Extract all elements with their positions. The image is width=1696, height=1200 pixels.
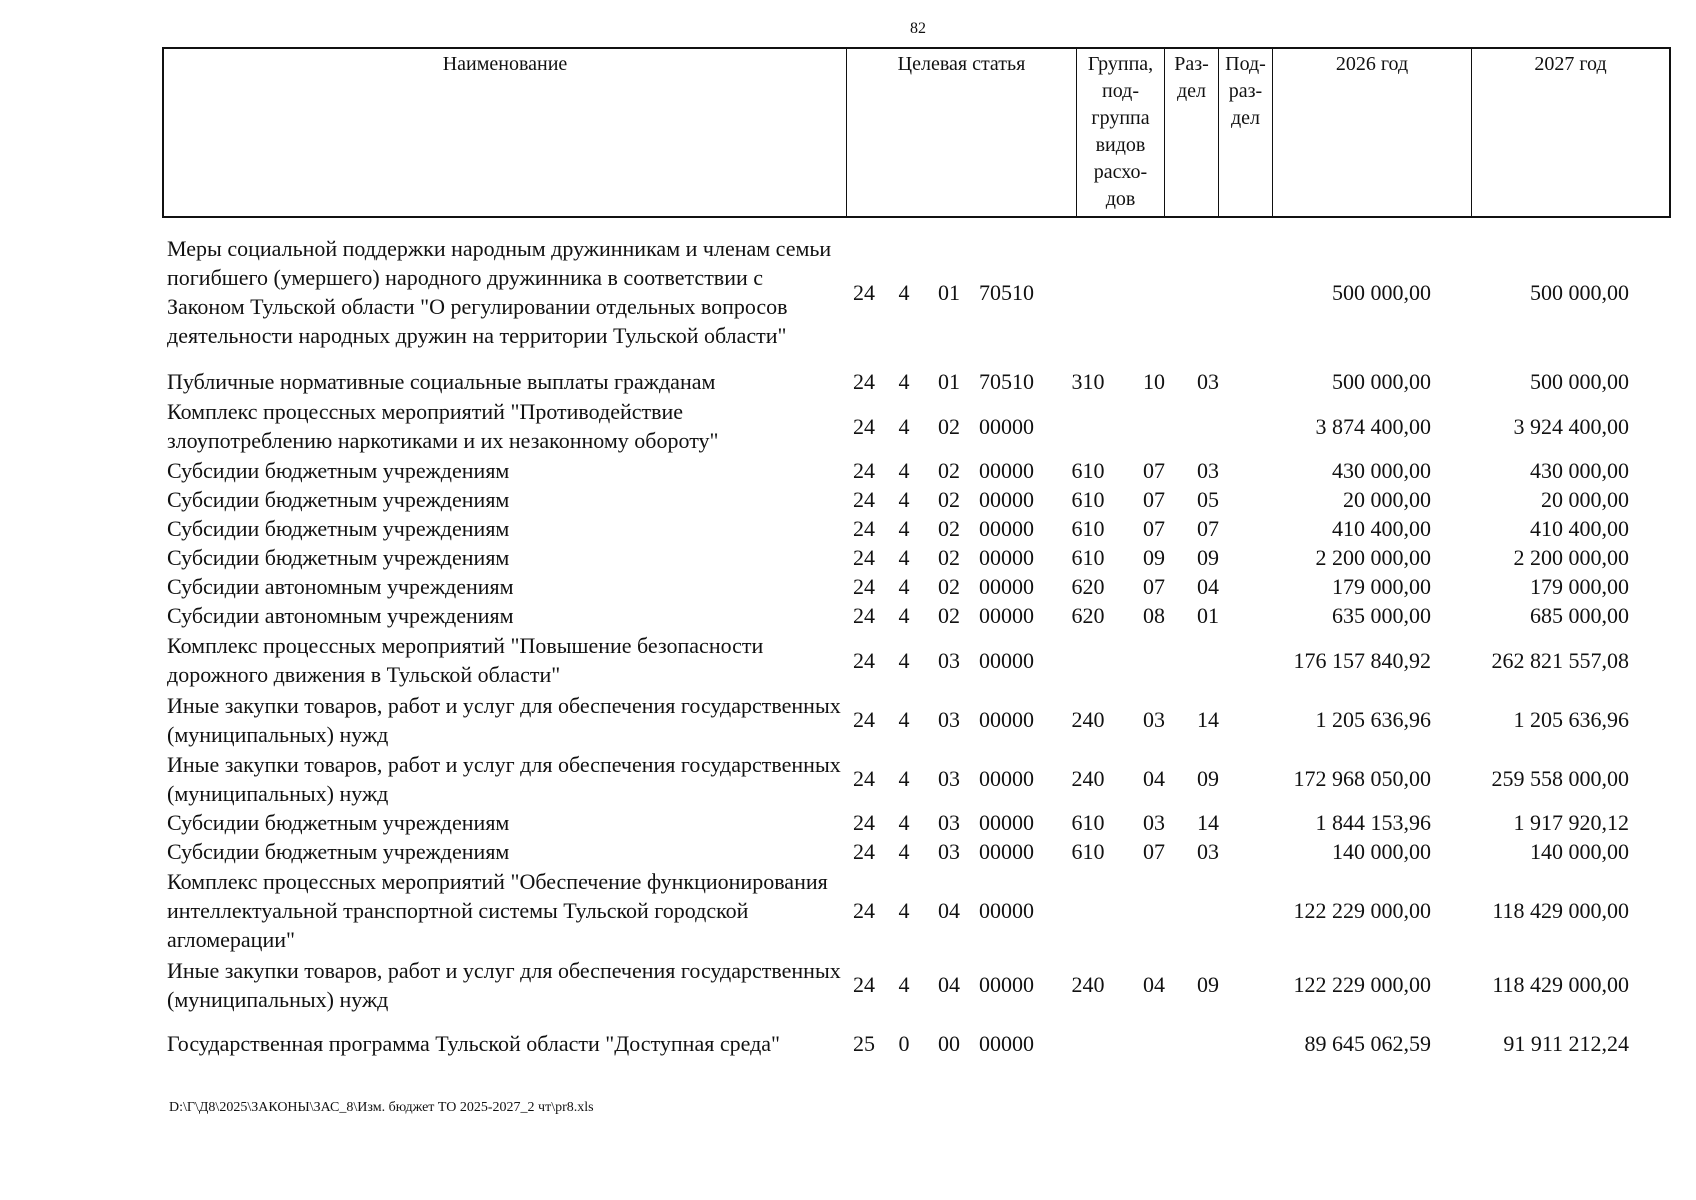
row-section: 04 — [1143, 972, 1165, 997]
row-target-1: 24 — [853, 647, 875, 673]
row-group: 610 — [1071, 839, 1105, 864]
row-target-1: 24 — [853, 545, 875, 570]
row-section: 07 — [1143, 839, 1165, 864]
row-amount-2027: 91 911 212,24 — [1503, 1030, 1629, 1056]
row-section: 10 — [1143, 368, 1165, 394]
row-amount-2027: 430 000,00 — [1530, 458, 1629, 483]
row-subsection: 09 — [1197, 766, 1219, 791]
row-target-1: 25 — [853, 1030, 875, 1056]
table-row — [162, 456, 1671, 485]
row-amount-2026: 2 200 000,00 — [1315, 545, 1431, 570]
row-name: Меры социальной поддержки народным дружинникам и членам семьи погибшего (умершего) народного дружинника в соответствии с Законом Тульской области "О регулировании отдельных вопросов деятельности народных дружин на территории Тульской области" — [167, 236, 832, 348]
row-target-2: 0 — [898, 1030, 910, 1056]
row-target-3: 03 — [938, 810, 960, 835]
row-section: 07 — [1143, 516, 1165, 541]
row-subsection: 14 — [1197, 707, 1219, 732]
row-target-2: 4 — [898, 647, 910, 673]
table-row — [162, 749, 1671, 808]
row-target-4: 00000 — [979, 1030, 1034, 1056]
row-target-3: 02 — [938, 458, 960, 483]
row-target-4: 00000 — [979, 898, 1034, 923]
row-name: Публичные нормативные социальные выплаты гражданам — [167, 368, 716, 394]
row-target-1: 24 — [853, 766, 875, 791]
row-group: 610 — [1071, 516, 1105, 541]
row-target-1: 24 — [853, 839, 875, 864]
row-group: 610 — [1071, 487, 1105, 512]
row-group: 610 — [1071, 545, 1105, 570]
row-target-3: 03 — [938, 839, 960, 864]
row-target-3: 03 — [938, 647, 960, 673]
row-target-2: 4 — [898, 707, 910, 732]
row-subsection: 01 — [1197, 603, 1219, 628]
table-row — [162, 572, 1671, 601]
row-amount-2027: 3 924 400,00 — [1513, 413, 1629, 439]
row-target-3: 04 — [938, 898, 960, 923]
table-row — [162, 601, 1671, 630]
header-year-2026: 2026 год — [1273, 49, 1472, 216]
row-amount-2027: 118 429 000,00 — [1492, 898, 1629, 923]
table-row — [162, 690, 1671, 749]
row-amount-2027: 1 917 920,12 — [1513, 810, 1629, 835]
row-target-3: 03 — [938, 707, 960, 732]
row-target-2: 4 — [898, 603, 910, 628]
table-row — [162, 366, 1671, 396]
row-section: 07 — [1143, 574, 1165, 599]
row-name: Субсидии бюджетным учреждениям — [167, 810, 510, 835]
row-target-1: 24 — [853, 707, 875, 732]
row-name: Субсидии бюджетным учреждениям — [167, 516, 510, 541]
table-row — [162, 1028, 1671, 1058]
row-group: 240 — [1071, 972, 1105, 997]
row-group: 310 — [1071, 368, 1105, 394]
row-amount-2026: 3 874 400,00 — [1315, 413, 1431, 439]
row-target-3: 02 — [938, 516, 960, 541]
row-target-2: 4 — [898, 839, 910, 864]
row-target-4: 70510 — [979, 368, 1034, 394]
row-amount-2026: 1 205 636,96 — [1315, 707, 1431, 732]
table-row — [162, 485, 1671, 514]
row-target-4: 00000 — [979, 458, 1034, 483]
row-amount-2027: 179 000,00 — [1530, 574, 1629, 599]
row-subsection: 03 — [1197, 458, 1219, 483]
row-target-1: 24 — [853, 458, 875, 483]
row-name: Иные закупки товаров, работ и услуг для обеспечения государственных (муниципальных) нужд — [167, 692, 841, 747]
table-row — [162, 837, 1671, 866]
row-target-4: 00000 — [979, 603, 1034, 628]
row-amount-2026: 500 000,00 — [1332, 368, 1431, 394]
row-target-1: 24 — [853, 574, 875, 599]
row-amount-2026: 172 968 050,00 — [1293, 766, 1431, 791]
header-subsection: Под- раз- дел — [1219, 49, 1273, 216]
row-group: 620 — [1071, 603, 1105, 628]
row-subsection: 03 — [1197, 839, 1219, 864]
row-subsection: 05 — [1197, 487, 1219, 512]
row-group: 240 — [1071, 766, 1105, 791]
row-section: 08 — [1143, 603, 1165, 628]
table-row — [162, 808, 1671, 837]
row-name: Субсидии автономным учреждениям — [167, 574, 514, 599]
row-amount-2027: 685 000,00 — [1530, 603, 1629, 628]
row-amount-2027: 2 200 000,00 — [1513, 545, 1629, 570]
row-target-3: 02 — [938, 413, 960, 439]
table-row — [162, 866, 1671, 955]
row-section: 07 — [1143, 458, 1165, 483]
row-section: 04 — [1143, 766, 1165, 791]
row-target-1: 24 — [853, 516, 875, 541]
row-amount-2027: 500 000,00 — [1530, 368, 1629, 394]
row-section: 03 — [1143, 707, 1165, 732]
page-number: 82 — [910, 20, 926, 37]
row-name: Комплекс процессных мероприятий "Повышение безопасности дорожного движения в Тульской области" — [167, 633, 764, 687]
row-group: 610 — [1071, 810, 1105, 835]
row-target-4: 00000 — [979, 574, 1034, 599]
row-amount-2026: 89 645 062,59 — [1304, 1030, 1431, 1056]
row-name: Государственная программа Тульской области "Доступная среда" — [167, 1030, 781, 1056]
row-section: 09 — [1143, 545, 1165, 570]
row-target-3: 02 — [938, 487, 960, 512]
row-name: Иные закупки товаров, работ и услуг для обеспечения государственных (муниципальных) нужд — [167, 957, 841, 1012]
row-name: Субсидии бюджетным учреждениям — [167, 545, 510, 570]
row-group: 610 — [1071, 458, 1105, 483]
row-target-2: 4 — [898, 516, 910, 541]
row-target-2: 4 — [898, 487, 910, 512]
row-target-2: 4 — [898, 898, 910, 923]
table-row — [162, 630, 1671, 690]
row-target-1: 24 — [853, 487, 875, 512]
table-row — [162, 514, 1671, 543]
row-amount-2026: 176 157 840,92 — [1293, 647, 1431, 673]
row-amount-2026: 500 000,00 — [1332, 279, 1431, 305]
row-target-4: 00000 — [979, 766, 1034, 791]
row-target-1: 24 — [853, 810, 875, 835]
row-section: 07 — [1143, 487, 1165, 512]
row-amount-2027: 118 429 000,00 — [1492, 972, 1629, 997]
row-subsection: 07 — [1197, 516, 1219, 541]
row-target-2: 4 — [898, 972, 910, 997]
row-target-1: 24 — [853, 413, 875, 439]
row-subsection: 04 — [1197, 574, 1219, 599]
row-group: 240 — [1071, 707, 1105, 732]
row-name: Субсидии автономным учреждениям — [167, 603, 514, 628]
row-target-2: 4 — [898, 413, 910, 439]
header-name: Наименование — [164, 49, 847, 216]
row-target-3: 01 — [938, 279, 960, 305]
row-target-2: 4 — [898, 574, 910, 599]
row-target-3: 02 — [938, 603, 960, 628]
header-year-2027: 2027 год — [1534, 53, 1607, 75]
row-target-3: 02 — [938, 545, 960, 570]
row-group: 620 — [1071, 574, 1105, 599]
row-target-2: 4 — [898, 279, 910, 305]
row-name: Субсидии бюджетным учреждениям — [167, 839, 510, 864]
row-section: 03 — [1143, 810, 1165, 835]
row-amount-2027: 259 558 000,00 — [1491, 766, 1629, 791]
table-header — [162, 47, 1671, 218]
row-amount-2026: 635 000,00 — [1332, 603, 1431, 628]
row-amount-2027: 140 000,00 — [1530, 839, 1629, 864]
row-target-4: 70510 — [979, 279, 1034, 305]
table-row — [162, 396, 1671, 456]
row-target-3: 03 — [938, 766, 960, 791]
row-target-1: 24 — [853, 368, 875, 394]
row-name: Иные закупки товаров, работ и услуг для обеспечения государственных (муниципальных) нужд — [167, 751, 841, 806]
row-amount-2026: 179 000,00 — [1332, 574, 1431, 599]
row-amount-2026: 140 000,00 — [1332, 839, 1431, 864]
row-target-4: 00000 — [979, 810, 1034, 835]
row-subsection: 09 — [1197, 972, 1219, 997]
row-amount-2027: 500 000,00 — [1530, 279, 1629, 305]
row-name: Субсидии бюджетным учреждениям — [167, 487, 510, 512]
row-target-4: 00000 — [979, 839, 1034, 864]
row-amount-2026: 430 000,00 — [1332, 458, 1431, 483]
row-subsection: 14 — [1197, 810, 1219, 835]
row-amount-2027: 1 205 636,96 — [1513, 707, 1629, 732]
row-target-4: 00000 — [979, 413, 1034, 439]
row-target-4: 00000 — [979, 707, 1034, 732]
footer-file-path: D:\Г\Д8\2025\ЗАКОНЫ\ЗАС_8\Изм. бюджет ТО 2025-2027_2 чт\pr8.xls — [169, 1100, 594, 1115]
row-target-2: 4 — [898, 545, 910, 570]
row-target-4: 00000 — [979, 516, 1034, 541]
row-name: Комплекс процессных мероприятий "Противодействие злоупотреблению наркотиками и их незаконному обороту" — [167, 399, 719, 453]
row-target-3: 02 — [938, 574, 960, 599]
row-target-3: 04 — [938, 972, 960, 997]
row-target-2: 4 — [898, 368, 910, 394]
row-target-4: 00000 — [979, 647, 1034, 673]
row-amount-2027: 262 821 557,08 — [1491, 647, 1629, 673]
row-target-4: 00000 — [979, 972, 1034, 997]
row-name: Комплекс процессных мероприятий "Обеспечение функционирования интеллектуальной транспортной системы Тульской городской агломерации" — [167, 869, 828, 952]
row-amount-2026: 122 229 000,00 — [1293, 898, 1431, 923]
row-target-2: 4 — [898, 810, 910, 835]
row-target-2: 4 — [898, 766, 910, 791]
row-target-1: 24 — [853, 898, 875, 923]
row-amount-2027: 410 400,00 — [1530, 516, 1629, 541]
row-target-4: 00000 — [979, 487, 1034, 512]
header-section: Раз- дел — [1165, 49, 1219, 216]
row-subsection: 09 — [1197, 545, 1219, 570]
row-amount-2026: 410 400,00 — [1332, 516, 1431, 541]
row-amount-2027: 20 000,00 — [1541, 487, 1629, 512]
row-target-1: 24 — [853, 972, 875, 997]
header-group: Группа, под- группа видов расхо- дов — [1077, 49, 1165, 216]
row-target-3: 01 — [938, 368, 960, 394]
row-amount-2026: 122 229 000,00 — [1293, 972, 1431, 997]
row-name: Субсидии бюджетным учреждениям — [167, 458, 510, 483]
table-body — [162, 218, 1671, 1058]
row-target-1: 24 — [853, 279, 875, 305]
row-amount-2026: 1 844 153,96 — [1315, 810, 1431, 835]
table-row — [162, 955, 1671, 1014]
row-subsection: 03 — [1197, 368, 1219, 394]
row-target-3: 00 — [938, 1030, 960, 1056]
row-target-2: 4 — [898, 458, 910, 483]
row-target-1: 24 — [853, 603, 875, 628]
table-row — [162, 543, 1671, 572]
table-row — [162, 218, 1671, 366]
header-target-article: Целевая статья — [847, 49, 1077, 216]
row-target-4: 00000 — [979, 545, 1034, 570]
row-amount-2026: 20 000,00 — [1343, 487, 1431, 512]
